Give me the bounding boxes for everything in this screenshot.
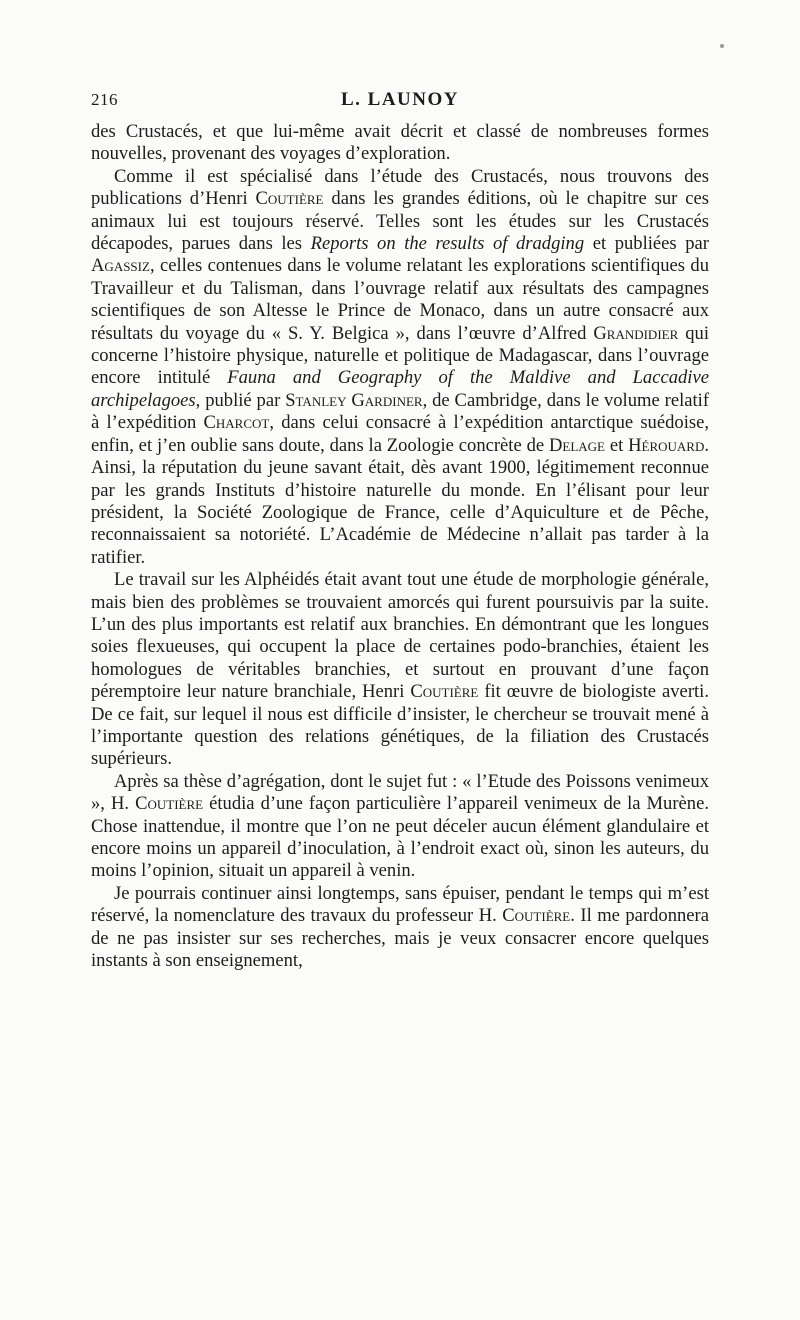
paragraph [91,771,709,883]
paragraph [91,121,709,166]
title-italic: Reports on the results of dradging [310,233,585,255]
paragraph [91,883,709,973]
running-title: L. LAUNOY [340,89,459,110]
name-small-caps: Delage [548,434,605,456]
paragraph [91,166,709,569]
text-run: Le travail sur les Alphéidés était avant tout une étude de morphologie générale, mais bien des problèmes se trouvaient amorcés qui furent poursuivis par la suite. L’un des plus importants est relatif aux branchies. En démontrant que les longues soies flexueuses, qui occupent la place de certaines podo-branchies, étaient les homologues de véritables branchies, et surtout en prouvant d’une façon péremptoire leur nature branchiale, Henri [91,569,709,703]
title-italic: Fauna and Geography of the Maldive and Laccadive archipelagoes [91,367,709,411]
name-small-caps: Charcot [203,412,270,434]
text-run: Je pourrais continuer ainsi longtemps, sans épuiser, pendant le temps qui m’est réservé, la nomenclature des travaux du professeur H. [91,882,709,927]
text-run: et publiées par [584,233,709,255]
body-text [91,121,709,972]
text-run: , dans celui consacré à l’expédition antarctique suédoise, enfin, et j’en oublie sans doute, dans la Zoologie concrète de [91,412,709,456]
text-run: dans les grandes éditions, où le chapitre sur ces animaux lui est toujours réservé. Telles sont les études sur les Crustacés décapodes, parues dans les [91,188,709,255]
specks-mark [720,44,724,48]
name-small-caps: Coutière [135,793,204,815]
page-header [91,90,709,114]
text-run: , de Cambridge, dans le volume relatif à l’expédition [91,389,710,434]
text-run: étudia d’une façon particulière l’appareil venimeux de la Murène. Chose inattendue, il montre que l’on ne peut déceler aucun élément glandulaire et encore moins un appareil d’inoculation, à l’endroit exact où, sinon les auteurs, du moins l’opinion, situait un appareil à venin. [91,793,709,882]
text-run: . Ainsi, la réputation du jeune savant était, dès avant 1900, légitimement reconnue par les grands Instituts d’histoire naturelle du monde. En l’élisant pour leur président, la Société Zoologique de France, celle d’Aquiculture et de Pêche, reconnaissaient sa notoriété. L’Académie de Médecine n’allait pas tarder à la ratifier. [91,434,709,568]
name-small-caps: Coutière [410,681,479,703]
name-small-caps: Coutière [255,188,324,210]
text-run: Après sa thèse d’agrégation, dont le sujet fut : « l’Etude des Poissons venimeux », H. [91,770,709,815]
name-small-caps: Coutière [502,905,571,927]
text-run: , celles contenues dans le volume relatant les explorations scientifiques du Travailleur et du Talisman, dans l’ouvrage relatif aux résultats des campagnes scientifiques de son Altesse le Prince de Monaco, dans un autre consacré aux résultats du voyage du « S. Y. Belgica », dans l’œuvre d’Alfred [91,255,709,344]
text-run: fit œuvre de biologiste averti. De ce fait, sur lequel il nous est difficile d’insister, le chercheur se trouvait mené à l’importante question des relations génétiques, de la filiation des Crustacés supérieurs. [91,681,709,770]
paragraph [91,569,709,771]
text-run: . Il me pardonnera de ne pas insister sur ses recherches, mais je veux consacrer encore quelques instants à son enseignement, [91,905,709,972]
text-run: qui concerne l’histoire physique, naturelle et politique de Madagascar, dans l’ouvrage encore intitulé [91,322,709,389]
name-small-caps: Stanley Gardiner [285,389,423,411]
name-small-caps: Agassiz [91,255,150,277]
name-small-caps: Hérouard [628,434,705,456]
page-number: 216 [91,90,118,109]
text-run: et [604,434,629,456]
text-run: Comme il est spécialisé dans l’étude des Crustacés, nous trouvons des publications d’Henri [91,165,709,210]
text-run: , publié par [195,389,286,411]
name-small-caps: Grandidier [593,322,679,344]
text-run: des Crustacés, et que lui-même avait décrit et classé de nombreuses formes nouvelles, provenant des voyages d’exploration. [91,121,709,165]
